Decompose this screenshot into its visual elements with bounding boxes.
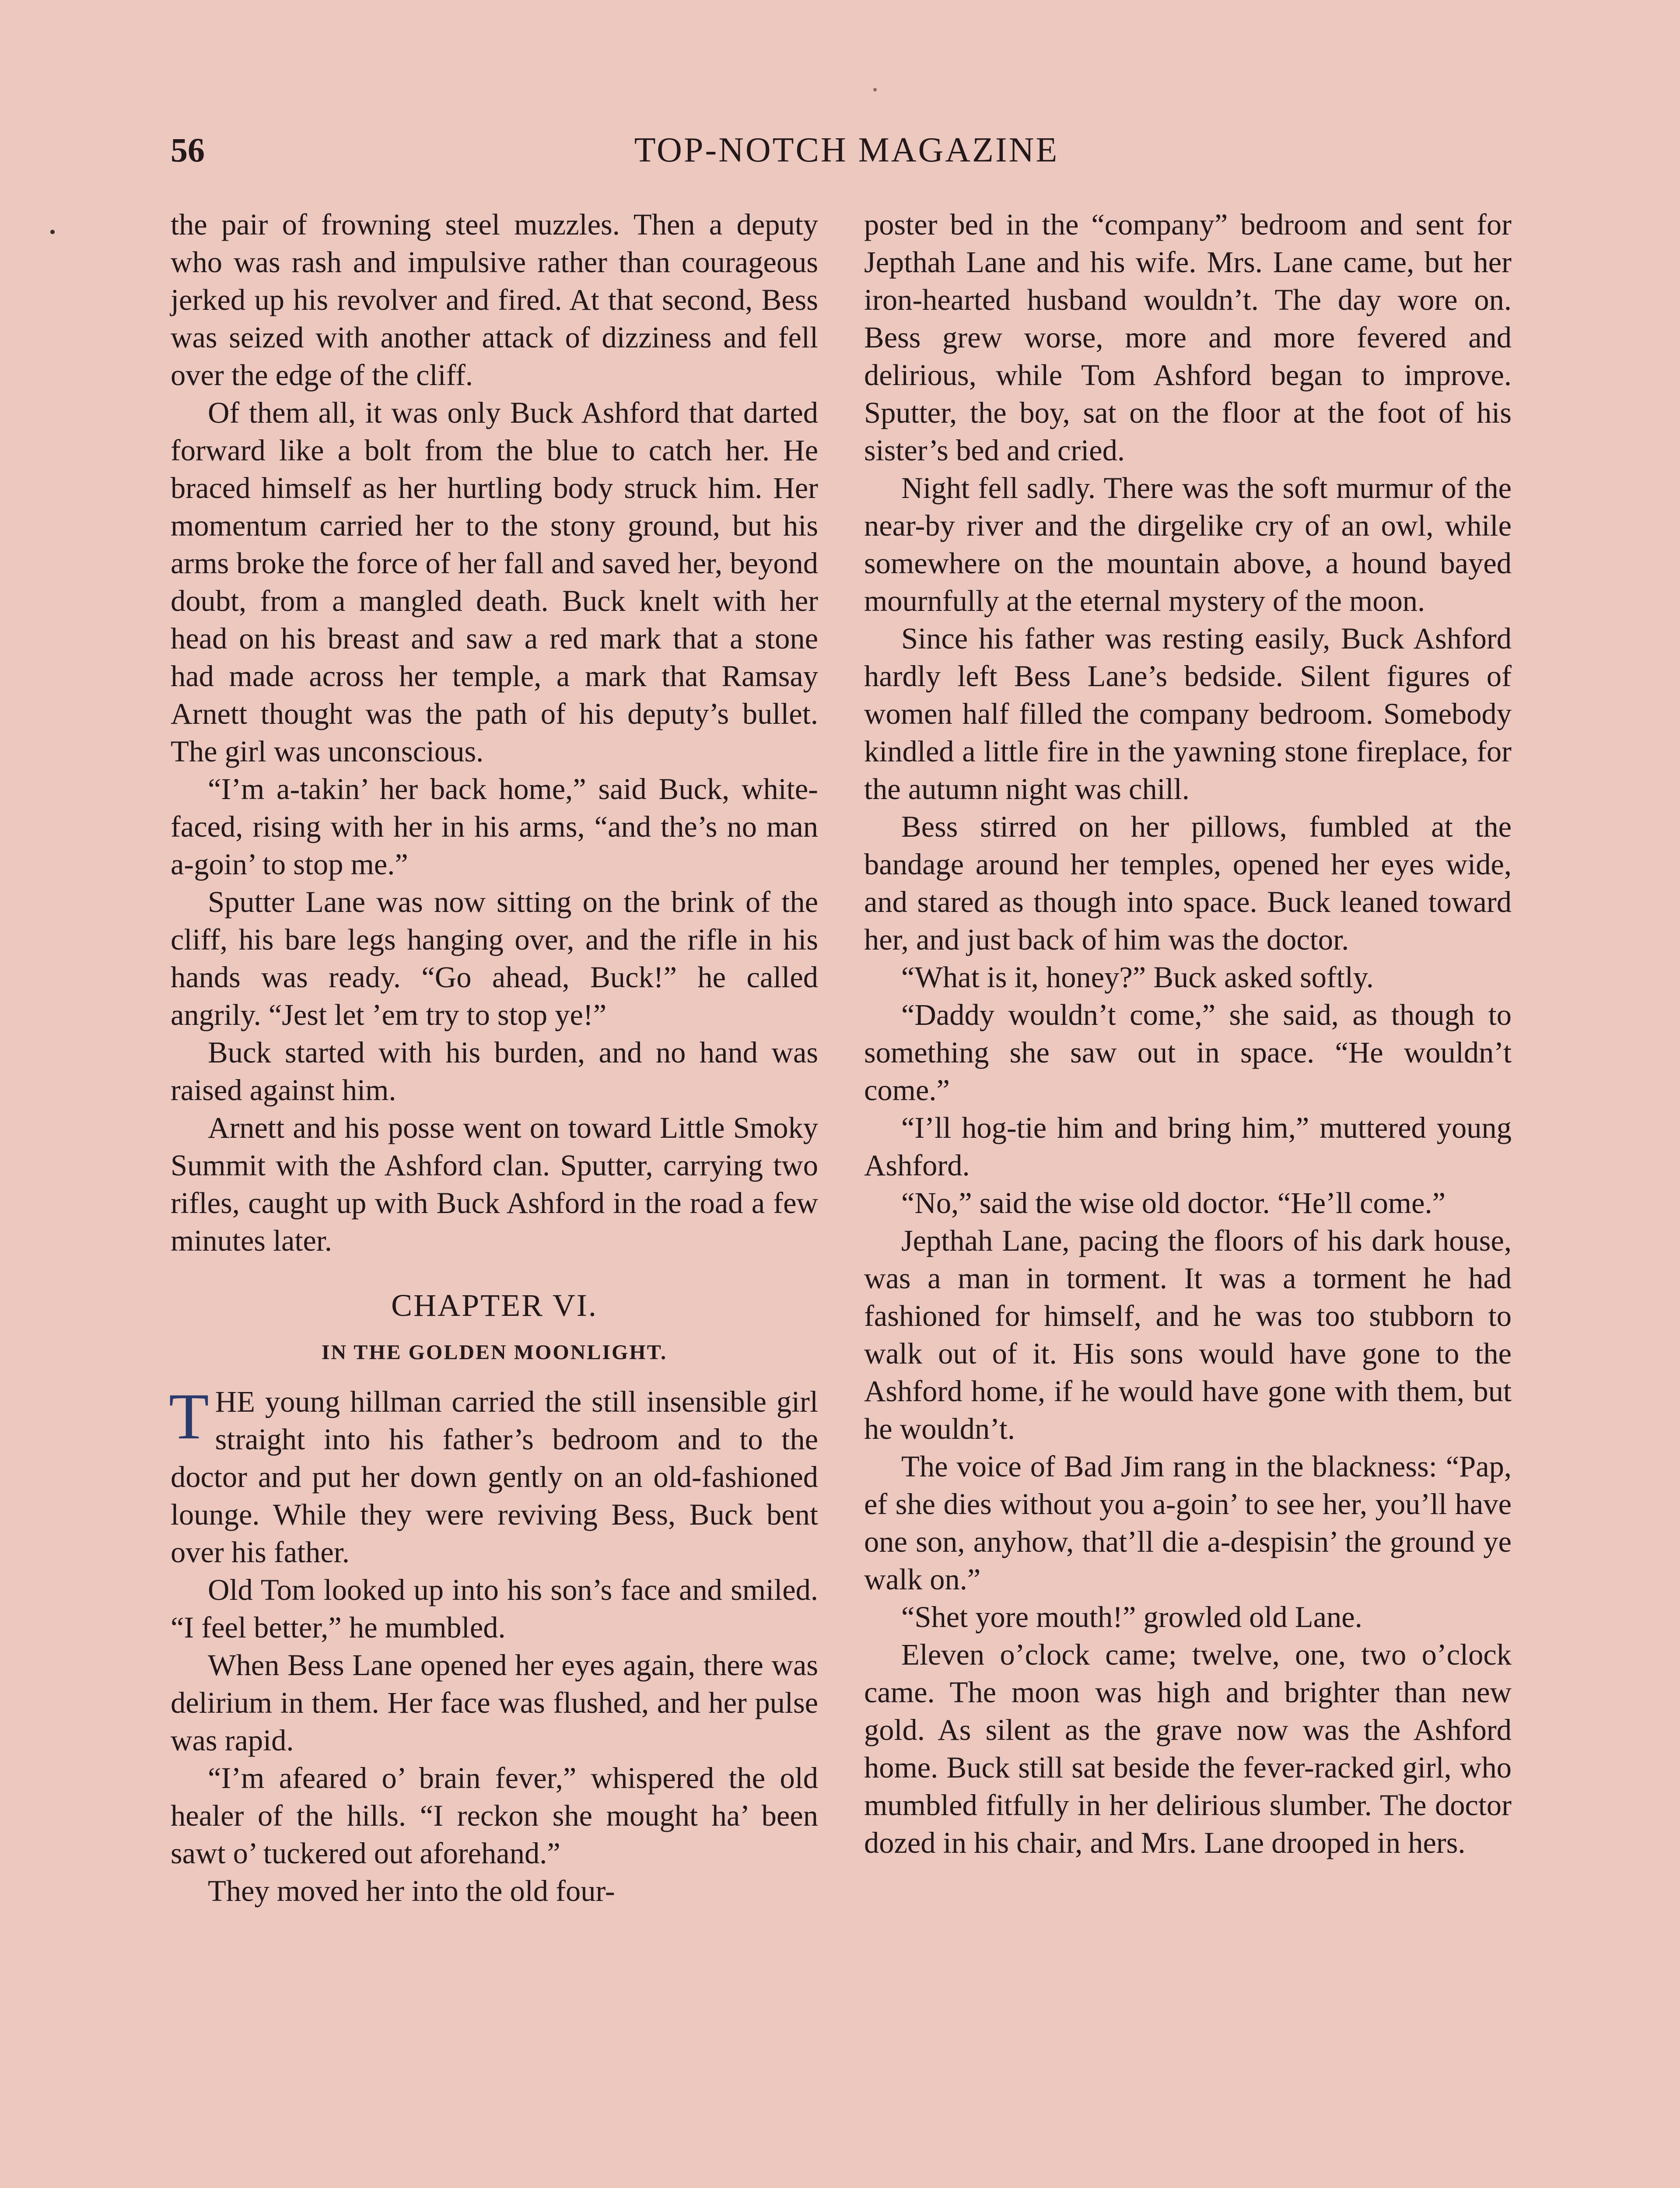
paragraph: “Shet yore mouth!” growled old Lane. <box>901 1600 1362 1634</box>
running-title: TOP-NOTCH MAGAZINE <box>634 131 1059 169</box>
paragraph: “Daddy wouldn’t come,” she said, as though to something she saw out in space. “He wouldn’t come.” <box>864 998 1512 1107</box>
drop-cap: T <box>169 1380 209 1453</box>
paragraph: Buck started with his burden, and no hand was raised against him. <box>171 1036 818 1107</box>
paragraph-text: HE young hillman carried the still insensible girl straight into his father’s bedroom and to the doctor and put her down gently on an old-fashioned lounge. While they were reviving Bess, Buck bent over his father. <box>171 1385 818 1569</box>
paragraph: Since his father was resting easily, Buck Ashford hardly left Bess Lane’s bedside. Silent figures of women half filled the company bedroom. Somebody kindled a little fire in the yawning stone fireplace, for the autumn night was chill. <box>864 622 1512 806</box>
paragraph: “I’ll hog-tie him and bring him,” muttered young Ashford. <box>864 1111 1512 1182</box>
paragraph: They moved her into the old four- <box>208 1874 615 1907</box>
paragraph: Sputter Lane was now sitting on the brink of the cliff, his bare legs hanging over, and the rifle in his hands was ready. “Go ahead, Buck!” he called angrily. “Jest let ’em try to stop ye!” <box>171 885 818 1031</box>
paper-speck <box>50 230 55 234</box>
paragraph: Arnett and his posse went on toward Little Smoky Summit with the Ashford clan. Sputter, carrying two rifles, caught up with Buck Ashford in the road a few minutes later. <box>171 1111 818 1257</box>
paragraph: the pair of frowning steel muzzles. Then a deputy who was rash and impulsive rather than courageous jerked up his revolver and fired. At that second, Bess was seized with another attack of dizziness and fell over the edge of the cliff. <box>171 208 818 392</box>
paragraph: “I’m a-takin’ her back home,” said Buck, white-faced, rising with her in his arms, “and the’s no man a-goin’ to stop me.” <box>171 772 818 881</box>
paragraph: Of them all, it was only Buck Ashford that darted forward like a bolt from the blue to catch her. He braced himself as her hurtling body struck him. Her momentum carried her to the stony ground, but his arms broke the force of her fall and saved her, beyond doubt, from a mangled death. Buck knelt with her head on his breast and saw a red mark that a stone had made across her temple, a mark that Ramsay Arnett thought was the path of his deputy’s bullet. The girl was unconscious. <box>171 396 818 768</box>
paragraph: “I’m afeared o’ brain fever,” whispered the old healer of the hills. “I reckon she mought ha’ been sawt o’ tuckered out aforehand.” <box>171 1761 818 1870</box>
paragraph: When Bess Lane opened her eyes again, there was delirium in them. Her face was flushed, and her pulse was rapid. <box>171 1648 818 1757</box>
paragraph: “What is it, honey?” Buck asked softly. <box>901 961 1374 994</box>
paragraph: The voice of Bad Jim rang in the blackness: “Pap, ef she dies without you a-goin’ to see her, you’ll have one son, anyhow, that’ll die a-despisin’ the ground ye walk on.” <box>864 1450 1512 1596</box>
paragraph: “No,” said the wise old doctor. “He’ll come.” <box>901 1186 1446 1220</box>
paragraph: Night fell sadly. There was the soft murmur of the near-by river and the dirgelike cry of an owl, while somewhere on the mountain above, a hound bayed mournfully at the eternal mystery of the moon. <box>864 471 1512 617</box>
paper-speck <box>873 88 877 91</box>
paragraph: Bess stirred on her pillows, fumbled at the bandage around her temples, opened her eyes wide, and stared as though into space. Buck leaned toward her, and just back of him was the doctor. <box>864 810 1512 956</box>
paragraph: Old Tom looked up into his son’s face and smiled. “I feel better,” he mumbled. <box>171 1573 818 1644</box>
chapter-title: CHAPTER VI. <box>391 1288 598 1323</box>
paragraph: poster bed in the “company” bedroom and sent for Jepthah Lane and his wife. Mrs. Lane came, but her iron-hearted husband wouldn’t. The day wore on. Bess grew worse, more and more fevered and delirious, while Tom Ashford began to improve. Sputter, the boy, sat on the floor at the foot of his sister’s bed and cried. <box>864 208 1512 467</box>
paragraph: Eleven o’clock came; twelve, one, two o’clock came. The moon was high and brighter than new gold. As silent as the grave now was the Ashford home. Buck still sat beside the fever-racked girl, who mumbled fitfully in her delirious slumber. The doctor dozed in his chair, and Mrs. Lane drooped in hers. <box>864 1638 1512 1859</box>
paragraph: Jepthah Lane, pacing the floors of his dark house, was a man in torment. It was a torment he had fashioned for himself, and he was too stubborn to walk out of it. His sons would have gone to the Ashford home, if he would have gone with them, but he wouldn’t. <box>864 1224 1512 1445</box>
chapter-subtitle: IN THE GOLDEN MOONLIGHT. <box>321 1341 668 1364</box>
page-number: 56 <box>171 131 205 169</box>
